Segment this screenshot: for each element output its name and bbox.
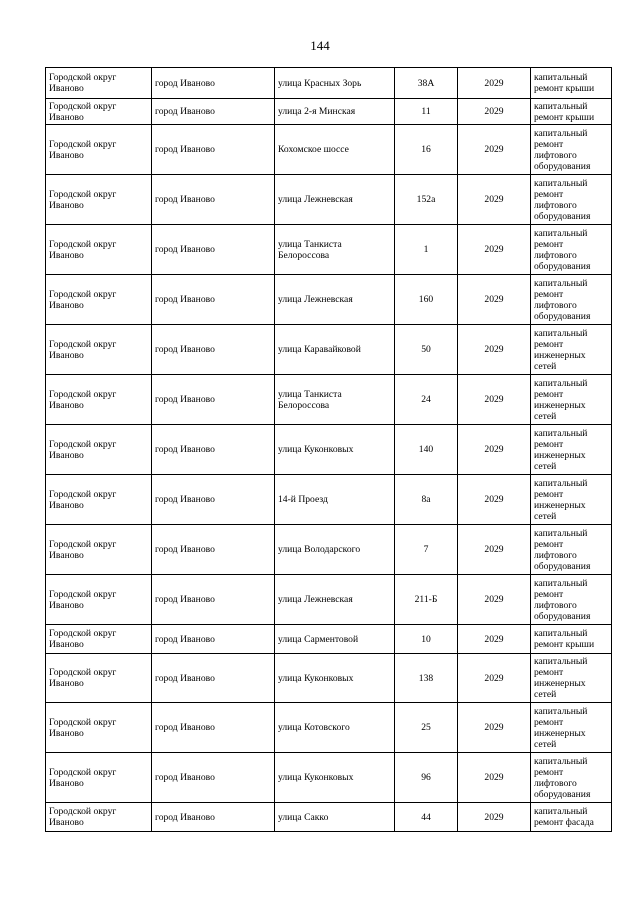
street-cell: улица Сарментовой (275, 625, 395, 654)
district-cell: Городской округ Иваново (46, 475, 152, 525)
table-row (46, 475, 612, 525)
street-cell: улица Каравайковой (275, 325, 395, 375)
work-type-cell: капитальный ремонт крыши (531, 99, 612, 125)
work-type-cell: капитальный ремонт инженерных сетей (531, 425, 612, 475)
city-cell: город Иваново (152, 425, 275, 475)
table-row (46, 175, 612, 225)
district-cell: Городской округ Иваново (46, 803, 152, 832)
house-number-cell: 8а (395, 475, 458, 525)
house-number-cell: 1 (395, 225, 458, 275)
district-cell: Городской округ Иваново (46, 175, 152, 225)
work-type-cell: капитальный ремонт лифтового оборудования (531, 525, 612, 575)
district-cell: Городской округ Иваново (46, 575, 152, 625)
work-type-cell: капитальный ремонт лифтового оборудования (531, 575, 612, 625)
work-type-cell: капитальный ремонт лифтового оборудования (531, 225, 612, 275)
street-cell: улица Красных Зорь (275, 68, 395, 99)
street-cell: улица Котовского (275, 703, 395, 753)
house-number-cell: 24 (395, 375, 458, 425)
year-cell: 2029 (458, 125, 531, 175)
work-type-cell: капитальный ремонт инженерных сетей (531, 375, 612, 425)
year-cell: 2029 (458, 703, 531, 753)
work-type-cell: капитальный ремонт инженерных сетей (531, 703, 612, 753)
table-row (46, 68, 612, 99)
year-cell: 2029 (458, 325, 531, 375)
street-cell: улица Танкиста Белороссова (275, 225, 395, 275)
house-number-cell: 38А (395, 68, 458, 99)
house-number-cell: 16 (395, 125, 458, 175)
table-row (46, 625, 612, 654)
house-number-cell: 25 (395, 703, 458, 753)
house-number-cell: 160 (395, 275, 458, 325)
district-cell: Городской округ Иваново (46, 654, 152, 703)
street-cell: улица Лежневская (275, 175, 395, 225)
repair-schedule-table (45, 67, 612, 832)
city-cell: город Иваново (152, 753, 275, 803)
page-number: 144 (310, 38, 330, 53)
table-row (46, 225, 612, 275)
street-cell: улица Куконковых (275, 425, 395, 475)
table-row (46, 803, 612, 832)
district-cell: Городской округ Иваново (46, 325, 152, 375)
year-cell: 2029 (458, 175, 531, 225)
city-cell: город Иваново (152, 525, 275, 575)
work-type-cell: капитальный ремонт лифтового оборудования (531, 125, 612, 175)
city-cell: город Иваново (152, 475, 275, 525)
street-cell: улица Куконковых (275, 654, 395, 703)
work-type-cell: капитальный ремонт крыши (531, 68, 612, 99)
year-cell: 2029 (458, 803, 531, 832)
district-cell: Городской округ Иваново (46, 703, 152, 753)
year-cell: 2029 (458, 425, 531, 475)
house-number-cell: 140 (395, 425, 458, 475)
table-row (46, 125, 612, 175)
table-row (46, 275, 612, 325)
table-row (46, 375, 612, 425)
street-cell: 14-й Проезд (275, 475, 395, 525)
district-cell: Городской округ Иваново (46, 275, 152, 325)
city-cell: город Иваново (152, 625, 275, 654)
street-cell: улица Куконковых (275, 753, 395, 803)
table-row (46, 703, 612, 753)
city-cell: город Иваново (152, 225, 275, 275)
work-type-cell: капитальный ремонт фасада (531, 803, 612, 832)
district-cell: Городской округ Иваново (46, 425, 152, 475)
year-cell: 2029 (458, 225, 531, 275)
city-cell: город Иваново (152, 654, 275, 703)
table-row (46, 99, 612, 125)
street-cell: улица Володарского (275, 525, 395, 575)
year-cell: 2029 (458, 475, 531, 525)
district-cell: Городской округ Иваново (46, 99, 152, 125)
work-type-cell: капитальный ремонт крыши (531, 625, 612, 654)
city-cell: город Иваново (152, 325, 275, 375)
year-cell: 2029 (458, 625, 531, 654)
city-cell: город Иваново (152, 175, 275, 225)
work-type-cell: капитальный ремонт инженерных сетей (531, 475, 612, 525)
table-row (46, 575, 612, 625)
house-number-cell: 7 (395, 525, 458, 575)
year-cell: 2029 (458, 654, 531, 703)
city-cell: город Иваново (152, 125, 275, 175)
year-cell: 2029 (458, 68, 531, 99)
street-cell: Кохомское шоссе (275, 125, 395, 175)
year-cell: 2029 (458, 575, 531, 625)
work-type-cell: капитальный ремонт инженерных сетей (531, 654, 612, 703)
work-type-cell: капитальный ремонт инженерных сетей (531, 325, 612, 375)
year-cell: 2029 (458, 375, 531, 425)
street-cell: улица 2-я Минская (275, 99, 395, 125)
city-cell: город Иваново (152, 68, 275, 99)
table-body (46, 68, 612, 832)
table-row (46, 753, 612, 803)
work-type-cell: капитальный ремонт лифтового оборудования (531, 275, 612, 325)
house-number-cell: 44 (395, 803, 458, 832)
table-row (46, 654, 612, 703)
table-row (46, 425, 612, 475)
table-row (46, 525, 612, 575)
district-cell: Городской округ Иваново (46, 525, 152, 575)
city-cell: город Иваново (152, 275, 275, 325)
house-number-cell: 96 (395, 753, 458, 803)
district-cell: Городской округ Иваново (46, 225, 152, 275)
city-cell: город Иваново (152, 375, 275, 425)
year-cell: 2029 (458, 525, 531, 575)
district-cell: Городской округ Иваново (46, 375, 152, 425)
street-cell: улица Танкиста Белороссова (275, 375, 395, 425)
city-cell: город Иваново (152, 803, 275, 832)
district-cell: Городской округ Иваново (46, 125, 152, 175)
city-cell: город Иваново (152, 99, 275, 125)
year-cell: 2029 (458, 753, 531, 803)
city-cell: город Иваново (152, 575, 275, 625)
house-number-cell: 50 (395, 325, 458, 375)
year-cell: 2029 (458, 275, 531, 325)
house-number-cell: 10 (395, 625, 458, 654)
house-number-cell: 138 (395, 654, 458, 703)
work-type-cell: капитальный ремонт лифтового оборудования (531, 753, 612, 803)
house-number-cell: 211-Б (395, 575, 458, 625)
house-number-cell: 152а (395, 175, 458, 225)
city-cell: город Иваново (152, 703, 275, 753)
street-cell: улица Сакко (275, 803, 395, 832)
district-cell: Городской округ Иваново (46, 68, 152, 99)
district-cell: Городской округ Иваново (46, 753, 152, 803)
table-row (46, 325, 612, 375)
year-cell: 2029 (458, 99, 531, 125)
district-cell: Городской округ Иваново (46, 625, 152, 654)
street-cell: улица Лежневская (275, 275, 395, 325)
street-cell: улица Лежневская (275, 575, 395, 625)
work-type-cell: капитальный ремонт лифтового оборудования (531, 175, 612, 225)
house-number-cell: 11 (395, 99, 458, 125)
